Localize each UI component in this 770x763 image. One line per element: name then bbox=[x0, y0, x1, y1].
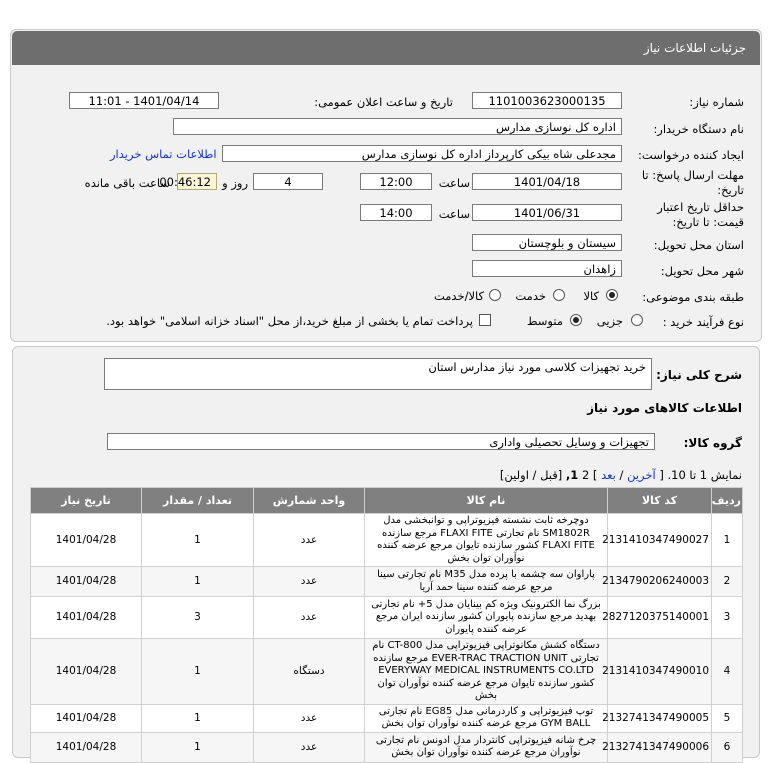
city-field: زاهدان bbox=[472, 260, 622, 277]
item-unit: عدد bbox=[254, 732, 365, 762]
row-number: 6 bbox=[712, 732, 743, 762]
row-number: 3 bbox=[712, 597, 743, 639]
treasury-payment-note: پرداخت تمام یا بخشی از مبلغ خرید،از محل "اسناد خزانه اسلامی" خواهد بود. bbox=[106, 314, 473, 328]
pager-prefix: نمایش 1 تا 10. [ bbox=[659, 468, 742, 482]
remaining-time-field: 00:46:12 bbox=[177, 173, 217, 190]
process-label: نوع فرآیند خرید : bbox=[662, 315, 744, 329]
item-unit: عدد bbox=[254, 704, 365, 732]
province-label: استان محل تحویل: bbox=[653, 238, 744, 252]
creator-field: مجدعلی شاه بیکی کارپرداز اداره کل نوسازی مدارس bbox=[222, 145, 622, 162]
item-name: توپ فیزیوتراپی و کاردرمانی مدل EG85 نام تجارتی GYM BALL مرجع عرضه کننده نوآوران توان بخش bbox=[365, 704, 608, 732]
row-number: 5 bbox=[712, 704, 743, 732]
item-quantity: 1 bbox=[142, 704, 254, 732]
creator-label: ایجاد کننده درخواست: bbox=[638, 148, 744, 162]
goods-table bbox=[30, 487, 743, 763]
pager-current-page: 1, bbox=[565, 468, 579, 482]
item-quantity: 1 bbox=[142, 514, 254, 567]
pager-page-2[interactable]: ] 2 bbox=[581, 468, 598, 482]
goods-section-title: اطلاعات کالاهای مورد نیاز bbox=[587, 401, 742, 415]
province-field: سیستان و بلوچستان bbox=[472, 234, 622, 251]
category-label: طبقه بندی موضوعی: bbox=[642, 290, 744, 304]
need-number-label: شماره نیاز: bbox=[689, 95, 744, 109]
item-unit: عدد bbox=[254, 567, 365, 597]
item-name: چرخ شانه فیزیوتراپی کانتردار مدل ادونس نام تجارتی نوآوران مرجع عرضه کننده نوآوران توان بخش bbox=[365, 732, 608, 762]
summary-label: شرح کلی نیاز: bbox=[656, 368, 742, 382]
col-item-code: کد کالا bbox=[608, 488, 712, 514]
process-medium-radio[interactable] bbox=[570, 314, 582, 326]
item-name: دستگاه کشش مکانوتراپی فیزیوتراپی مدل CT-800 نام تجارتی EVER-TRAC TRACTION UNIT مرجع سازنده EVERYWAY MEDICAL INSTRUMENTS CO.LTD کشور سازنده تایوان مرجع عرضه کننده نوآوران توان بخش bbox=[365, 639, 608, 705]
item-need-date: 1401/04/28 bbox=[31, 597, 142, 639]
table-row bbox=[31, 567, 743, 597]
category-goods-label: کالا bbox=[583, 289, 599, 303]
panel-header bbox=[12, 31, 760, 65]
col-unit: واحد شمارش bbox=[254, 488, 365, 514]
item-code: 2132741347490006 bbox=[608, 732, 712, 762]
row-number: 1 bbox=[712, 514, 743, 567]
remaining-label: ساعت باقی مانده bbox=[84, 176, 170, 190]
pager-next-link[interactable]: بعد bbox=[601, 468, 616, 482]
table-row bbox=[31, 597, 743, 639]
item-quantity: 1 bbox=[142, 639, 254, 705]
validity-date-field: 1401/06/31 bbox=[472, 204, 622, 221]
days-label: روز و bbox=[222, 176, 248, 190]
table-header-row bbox=[31, 488, 743, 514]
deadline-date-field: 1401/04/18 bbox=[472, 173, 622, 190]
summary-field: خرید تجهیزات کلاسی مورد نیاز مدارس استان bbox=[104, 358, 652, 390]
category-service-label: خدمت bbox=[515, 289, 546, 303]
buyer-field: اداره کل نوسازی مدارس bbox=[173, 118, 622, 135]
category-goods-service-label: کالا/خدمت bbox=[433, 289, 484, 303]
goods-group-label: گروه کالا: bbox=[683, 436, 742, 450]
process-medium-label: متوسط bbox=[526, 314, 563, 328]
process-minor-label: جزیی bbox=[596, 314, 623, 328]
category-goods-radio[interactable] bbox=[606, 289, 618, 301]
page-title: جزئیات اطلاعات نیاز bbox=[643, 41, 746, 55]
deadline-label: مهلت ارسال پاسخ: تا bbox=[641, 168, 744, 182]
item-name: پاراوان سه چشمه با پرده مدل M35 نام تجارتی سینا مرجع عرضه کننده سینا حمد آریا bbox=[365, 567, 608, 597]
pager-slash: / bbox=[619, 468, 624, 482]
item-name: دوچرخه ثابت نشسته فیزیوتراپی و توانبخشی مدل SM1802R نام تجارتی FLAXI FITE مرجع سازنده FLAXI FITE کشور سازنده تایوان مرجع عرضه کننده نوآوران توان بخش bbox=[365, 514, 608, 567]
item-unit: عدد bbox=[254, 514, 365, 567]
item-code: 2134790206240003 bbox=[608, 567, 712, 597]
treasury-payment-checkbox[interactable] bbox=[479, 314, 491, 326]
process-minor-radio[interactable] bbox=[631, 314, 643, 326]
item-code: 2131410347490010 bbox=[608, 639, 712, 705]
col-item-name: نام کالا bbox=[365, 488, 608, 514]
item-code: 2132741347490005 bbox=[608, 704, 712, 732]
validity-label: حداقل تاریخ اعتبار bbox=[657, 200, 744, 214]
days-field: 4 bbox=[253, 173, 323, 190]
deadline-time-field: 12:00 bbox=[360, 173, 432, 190]
category-service-radio[interactable] bbox=[553, 289, 565, 301]
item-unit: دستگاه bbox=[254, 639, 365, 705]
pager bbox=[500, 468, 742, 482]
col-row-number: ردیف bbox=[712, 488, 743, 514]
item-quantity: 1 bbox=[142, 567, 254, 597]
category-goods-service-radio[interactable] bbox=[489, 289, 501, 301]
pager-suffix: [قبل / اولین] bbox=[499, 468, 563, 482]
table-row bbox=[31, 514, 743, 567]
announce-label: تاریخ و ساعت اعلان عمومی: bbox=[314, 95, 453, 109]
item-code: 2827120375140001 bbox=[608, 597, 712, 639]
validity-label-2: قیمت: تا تاریخ: bbox=[672, 215, 744, 229]
item-code: 2131410347490027 bbox=[608, 514, 712, 567]
deadline-time-label: ساعت bbox=[438, 176, 470, 190]
item-quantity: 1 bbox=[142, 732, 254, 762]
item-need-date: 1401/04/28 bbox=[31, 567, 142, 597]
item-need-date: 1401/04/28 bbox=[31, 732, 142, 762]
announce-field: 1401/04/14 - 11:01 bbox=[69, 92, 219, 109]
goods-group-field: تجهیزات و وسایل تحصیلی واداری bbox=[107, 433, 655, 450]
row-number: 4 bbox=[712, 639, 743, 705]
table-row bbox=[31, 732, 743, 762]
item-unit: عدد bbox=[254, 597, 365, 639]
table-row bbox=[31, 639, 743, 705]
validity-time-field: 14:00 bbox=[360, 204, 432, 221]
need-number-field: 1101003623000135 bbox=[472, 92, 622, 109]
row-number: 2 bbox=[712, 567, 743, 597]
pager-last-link[interactable]: آخرین bbox=[627, 468, 656, 482]
item-need-date: 1401/04/28 bbox=[31, 514, 142, 567]
deadline-label-2: تاریخ: bbox=[717, 183, 744, 197]
buyer-contact-link[interactable]: اطلاعات تماس خریدار bbox=[110, 147, 217, 161]
item-need-date: 1401/04/28 bbox=[31, 704, 142, 732]
item-need-date: 1401/04/28 bbox=[31, 639, 142, 705]
table-row bbox=[31, 704, 743, 732]
item-name: بزرگ نما الکترونیک ویژه کم بینایان مدل 5+ نام تجارتی بهدید مرجع سازنده پایوران کشور سازنده ایران مرجع عرضه کننده پایوران bbox=[365, 597, 608, 639]
col-quantity: تعداد / مقدار bbox=[142, 488, 254, 514]
city-label: شهر محل تحویل: bbox=[660, 264, 744, 278]
col-need-date: تاریخ نیاز bbox=[31, 488, 142, 514]
buyer-label: نام دستگاه خریدار: bbox=[653, 122, 744, 136]
validity-time-label: ساعت bbox=[438, 207, 470, 221]
item-quantity: 3 bbox=[142, 597, 254, 639]
